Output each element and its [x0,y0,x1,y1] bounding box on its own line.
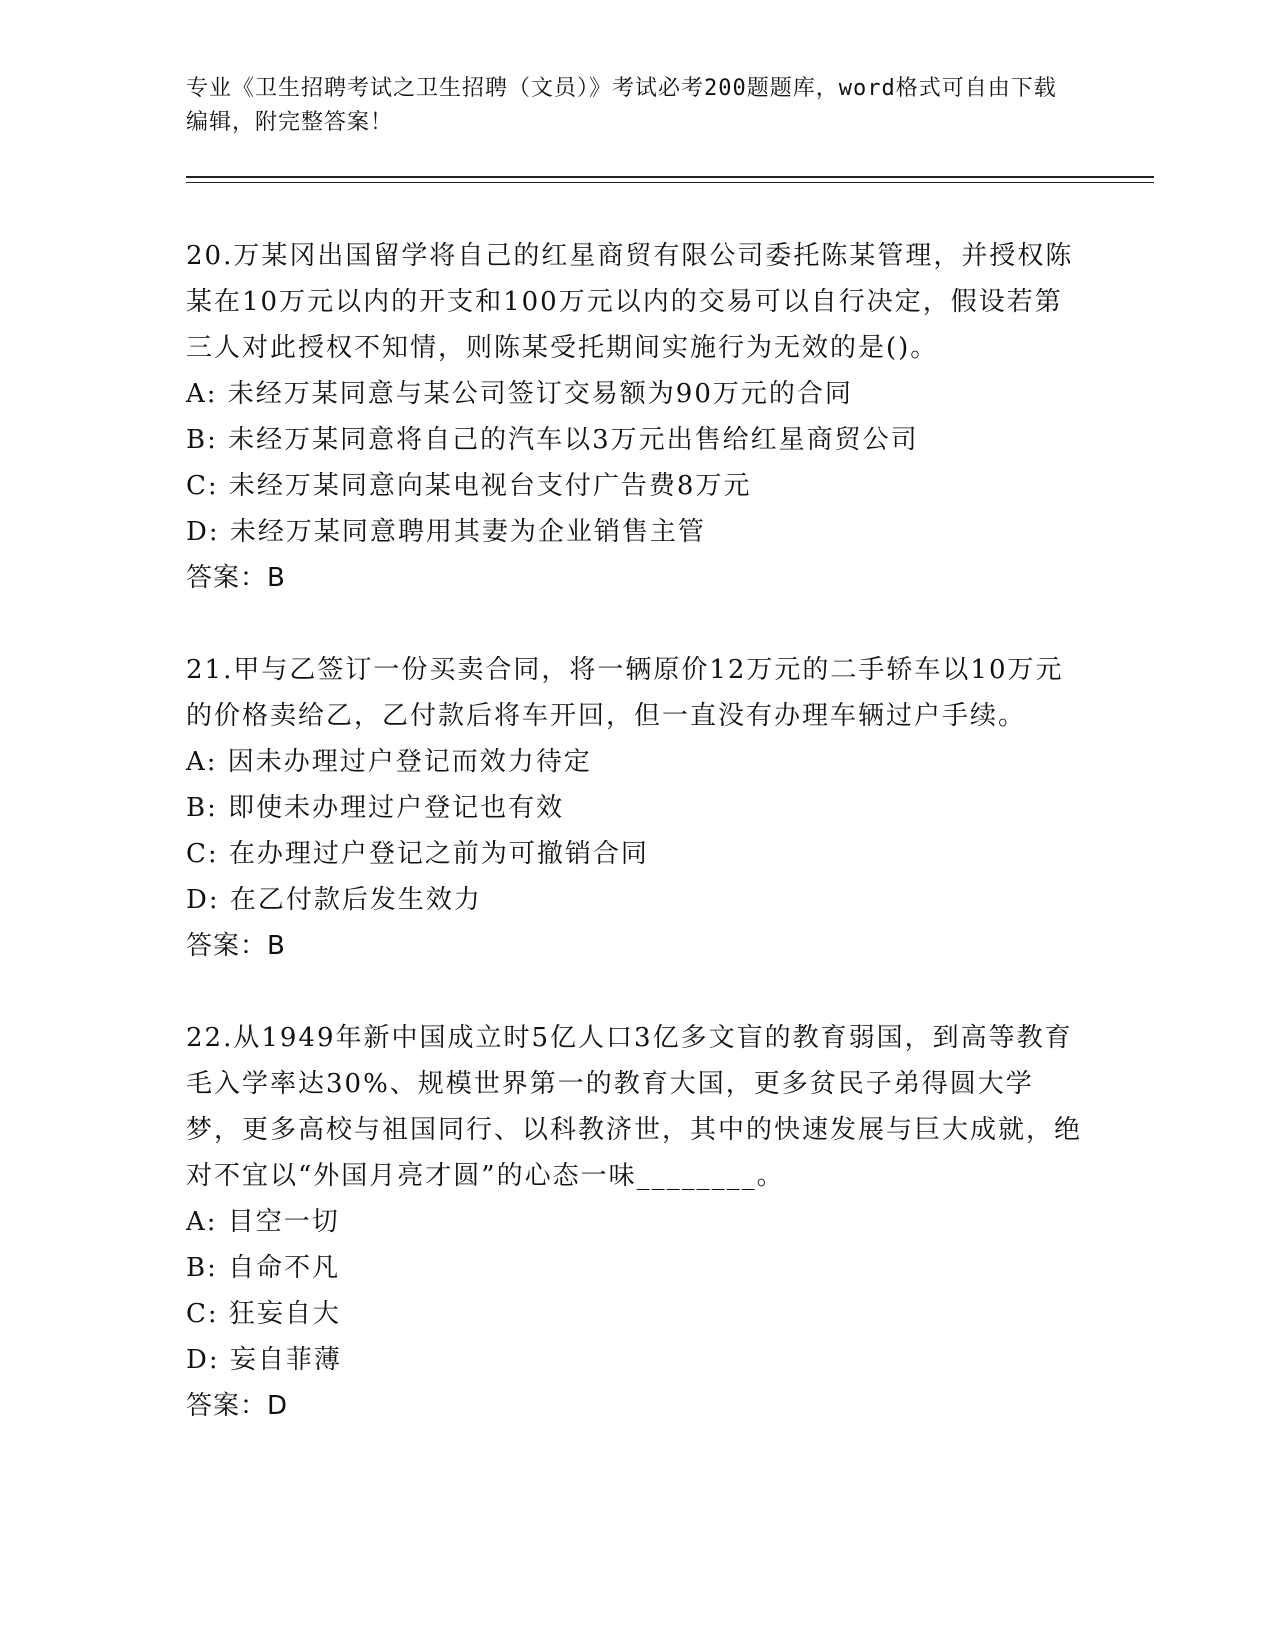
question-21 [186,647,1086,969]
option-b: B: 即使未办理过户登记也有效 [186,793,565,823]
answer: 答案：B [186,563,286,593]
option-b: B: 未经万某同意将自己的汽车以3万元出售给红星商贸公司 [186,425,919,455]
question-text: 21.甲与乙签订一份买卖合同，将一辆原价12万元的二手轿车以10万元的价格卖给乙，乙付款后将车开回，但一直没有办理车辆过户手续。 [186,655,1064,731]
question-text: 20.万某冈出国留学将自己的红星商贸有限公司委托陈某管理，并授权陈某在10万元以内的开支和100万元以内的交易可以自行决定，假设若第三人对此授权不知情，则陈某受托期间实施行为无效的是()。 [186,241,1074,363]
option-b: B: 自命不凡 [186,1253,341,1283]
option-d: D: 在乙付款后发生效力 [186,885,482,915]
option-d: D: 未经万某同意聘用其妻为企业销售主管 [186,517,706,547]
question-text: 22.从1949年新中国成立时5亿人口3亿多文盲的教育弱国，到高等教育毛入学率达30%、规模世界第一的教育大国，更多贫民子弟得圆大学梦，更多高校与祖国同行、以科教济世，其中的快速发展与巨大成就，绝对不宜以“外国月亮才圆”的心态一味________。 [186,1023,1083,1191]
option-d: D: 妄自菲薄 [186,1345,342,1375]
answer: 答案：B [186,931,286,961]
question-20 [186,233,1086,601]
option-a: A: 因未办理过户登记而效力待定 [186,747,592,777]
option-a: A: 目空一切 [186,1207,340,1237]
option-c: C: 在办理过户登记之前为可撤销合同 [186,839,649,869]
header-rule-thick [186,176,1154,178]
document-header: 专业《卫生招聘考试之卫生招聘（文员）》考试必考200题题库，word格式可自由下载编辑，附完整答案！ [186,76,1057,135]
option-c: C: 狂妄自大 [186,1299,341,1329]
question-22 [186,1015,1086,1429]
option-c: C: 未经万某同意向某电视台支付广告费8万元 [186,471,752,501]
option-a: A: 未经万某同意与某公司签订交易额为90万元的合同 [186,379,853,409]
answer: 答案：D [186,1391,289,1421]
question-list [186,233,1086,1475]
header-rule-thin [186,182,1154,183]
